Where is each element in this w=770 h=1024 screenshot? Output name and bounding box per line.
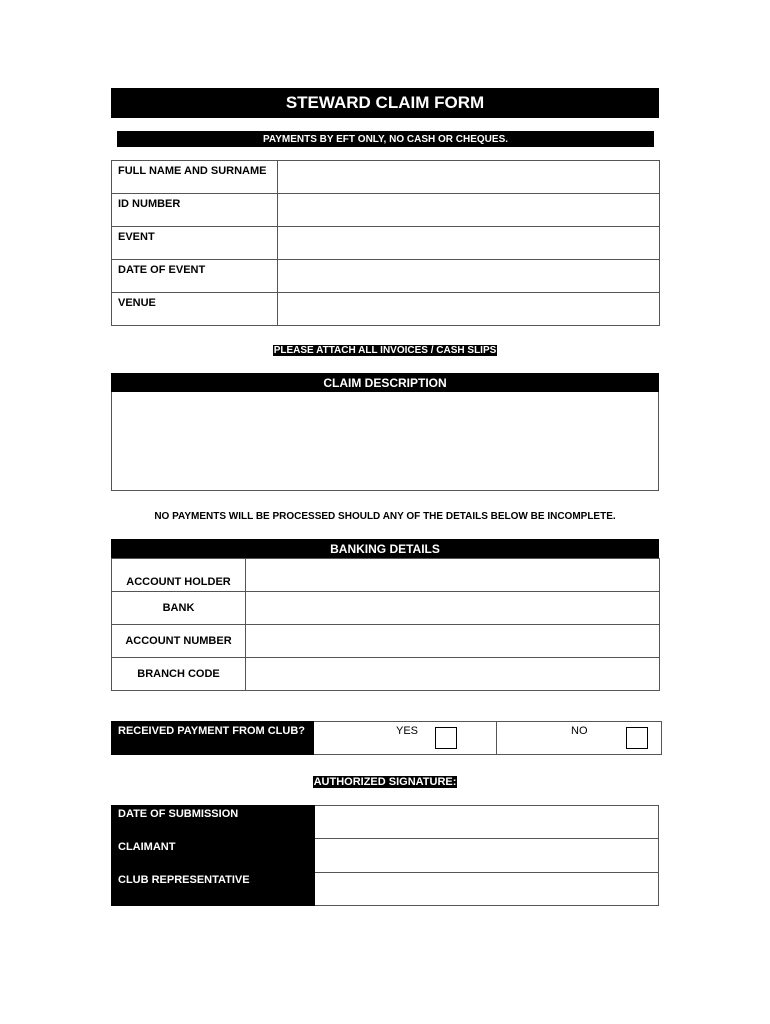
account-holder-label: ACCOUNT HOLDER	[112, 559, 246, 592]
banking-row-account-number	[112, 625, 660, 658]
attach-notice-wrap	[111, 345, 659, 356]
banking-row-account-holder	[112, 559, 660, 592]
banking-details-heading: BANKING DETAILS	[111, 539, 659, 558]
venue-label: VENUE	[112, 293, 278, 326]
incomplete-notice: NO PAYMENTS WILL BE PROCESSED SHOULD ANY OF THE DETAILS BELOW BE INCOMPLETE.	[154, 511, 616, 522]
claim-description-heading: CLAIM DESCRIPTION	[111, 373, 659, 392]
yes-label: YES	[396, 725, 419, 737]
payment-notice: PAYMENTS BY EFT ONLY, NO CASH OR CHEQUES.	[117, 131, 654, 147]
event-label: EVENT	[112, 227, 278, 260]
bank-label: BANK	[112, 592, 246, 625]
form-title: STEWARD CLAIM FORM	[111, 88, 659, 118]
details-row-id-number	[112, 194, 660, 227]
details-row-full-name	[112, 161, 660, 194]
date-of-submission-field[interactable]	[316, 806, 658, 838]
event-field[interactable]	[278, 227, 660, 260]
date-of-event-label: DATE OF EVENT	[112, 260, 278, 293]
yes-checkbox[interactable]	[435, 727, 457, 749]
account-holder-field[interactable]	[246, 559, 660, 592]
received-payment-label: RECEIVED PAYMENT FROM CLUB?	[111, 721, 314, 755]
attach-notice: PLEASE ATTACH ALL INVOICES / CASH SLIPS	[273, 345, 497, 356]
bank-field[interactable]	[246, 592, 660, 625]
details-row-venue	[112, 293, 660, 326]
claim-description-field[interactable]	[111, 392, 659, 491]
date-of-submission-label: DATE OF SUBMISSION	[118, 808, 239, 820]
banking-table	[111, 558, 660, 691]
details-row-date-of-event	[112, 260, 660, 293]
venue-field[interactable]	[278, 293, 660, 326]
authorized-signature-heading: AUTHORIZED SIGNATURE:	[313, 776, 457, 788]
no-label: NO	[571, 725, 588, 737]
details-row-event	[112, 227, 660, 260]
signature-heading-wrap	[111, 776, 659, 788]
received-payment-divider	[496, 721, 497, 755]
id-number-label: ID NUMBER	[112, 194, 278, 227]
account-number-label: ACCOUNT NUMBER	[112, 625, 246, 658]
full-name-field[interactable]	[278, 161, 660, 194]
date-of-event-field[interactable]	[278, 260, 660, 293]
signature-labels-panel	[111, 805, 315, 906]
club-representative-label: CLUB REPRESENTATIVE	[118, 874, 250, 886]
full-name-label: FULL NAME AND SURNAME	[112, 161, 278, 194]
branch-code-label: BRANCH CODE	[112, 658, 246, 691]
account-number-field[interactable]	[246, 625, 660, 658]
claimant-field[interactable]	[316, 839, 658, 871]
branch-code-field[interactable]	[246, 658, 660, 691]
banking-row-bank	[112, 592, 660, 625]
banking-row-branch-code	[112, 658, 660, 691]
id-number-field[interactable]	[278, 194, 660, 227]
claimant-label: CLAIMANT	[118, 841, 176, 853]
club-representative-field[interactable]	[316, 873, 658, 905]
no-checkbox[interactable]	[626, 727, 648, 749]
details-table	[111, 160, 660, 326]
